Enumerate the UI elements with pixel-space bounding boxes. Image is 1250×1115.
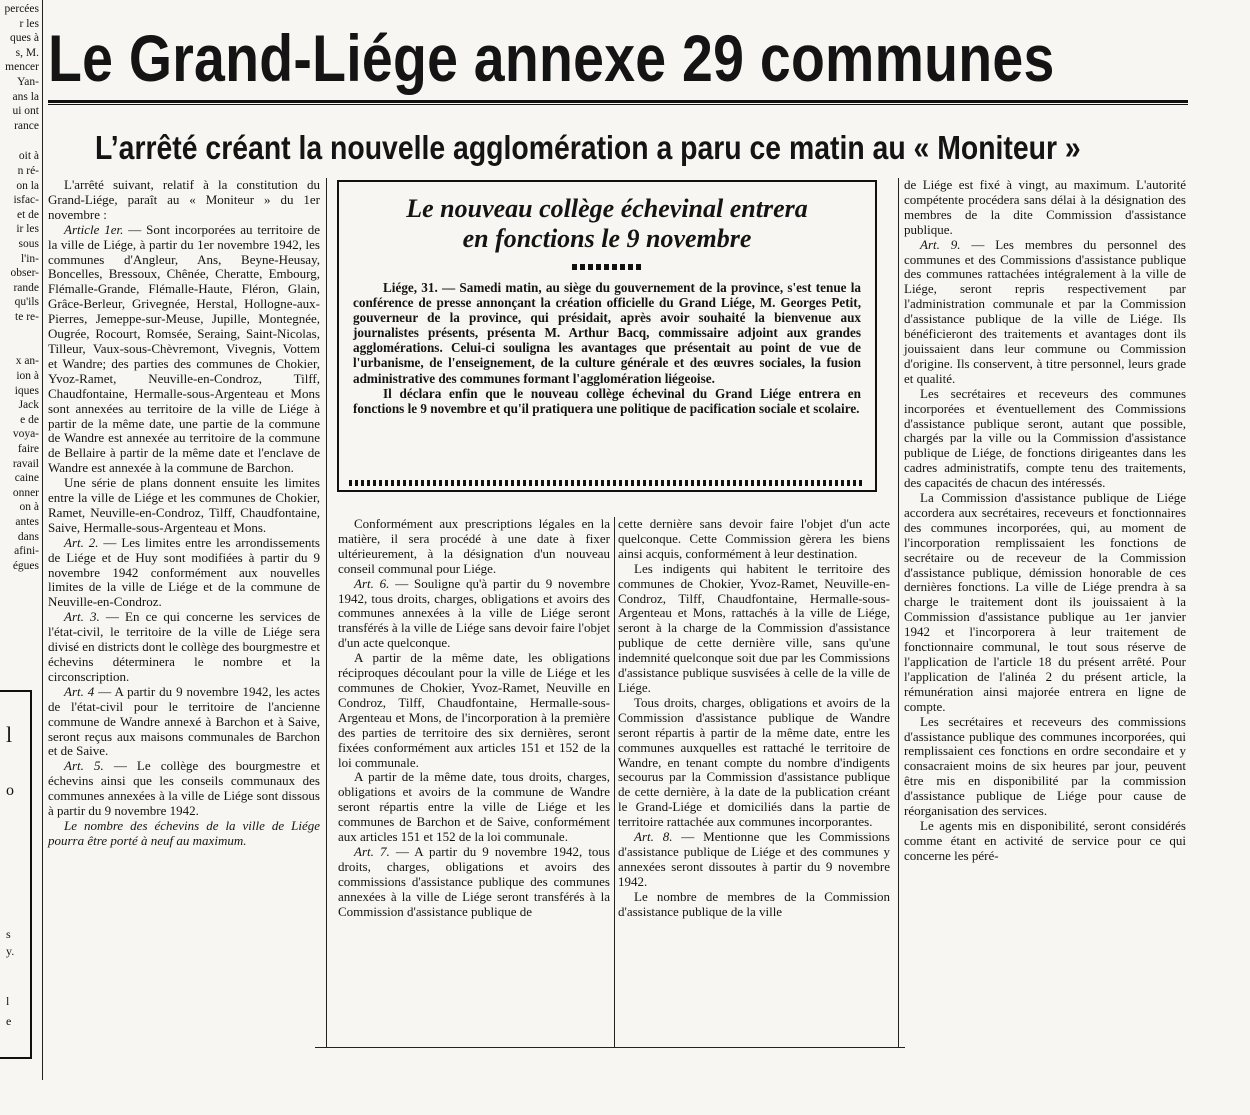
fragment-line: oit à <box>18 150 39 163</box>
fragment-line: s, M. <box>15 46 39 59</box>
article-1 <box>48 223 320 476</box>
article-8 <box>618 830 890 890</box>
fragment-line: rance <box>14 119 39 132</box>
article-column-3 <box>618 517 890 919</box>
echevins-note: Le nombre des échevins de la ville de Liége pourra être porté à neuf au maximum. <box>48 817 320 848</box>
article-text: — Le collège des bourgmestre et échevins ainsi que les conseils communaux des communes annexées à la ville de Liége sont dissous à partir du 9 novembre 1942. <box>48 758 320 819</box>
indigents-paragraph: Les indigents qui habitent le territoire des communes de Chokier, Yvoz-Ramet, Neuville-en-Condroz, Tilff, Chaudfontaine, Hermalle-sous-Argenteau et Mons, rattachés à la ville de Liége, seront à la charge de la Commission d'assistance publique de cette dernière ville, sans qu'une indemnité quelconque soit due par les Commissions d'assistance publique susvisées à celle de la ville de Liége. <box>618 560 890 695</box>
assistance-paragraph: Tous droits, charges, obligations et avoirs de la Commission d'assistance publique de Wandre seront répartis à partir de la même date, entre les communes auxquelles est rattaché le territoire de Wandre, en tenant compte du nombre d'indigents secourus par la Commission d'assistance publique de cette dernière, à la date de la publication créant le Grand-Liége et domiciliés dans la partie de territoire rattachée aux communes incorporantes. <box>618 694 890 830</box>
boxed-article <box>337 180 877 492</box>
headline: Le Grand-Liége annexe 29 communes <box>48 21 1055 95</box>
fragment-line: rande <box>13 281 39 294</box>
article-column-1 <box>48 178 320 849</box>
box-paragraph: Liége, 31. — Samedi matin, au siège du gouvernement de la province, s'est tenue la conférence de presse annonçant la création officielle du Grand Liége, M. Georges Petit, gouverneur de la province, qui présidait, après avoir souhaité la bienvenue aux journalistes présents, présenta M. Arthur Bacq, commissaire adjoint aux grandes agglomérations. Celui-ci souligna les avantages que présentait au point de vue de l'urbanisme, de l'enseignement, de la culture générale et des œuvres sociales, la fusion administrative des communes formant l'agglomération liégeoise. <box>353 280 861 386</box>
fragment-line: n ré- <box>17 164 39 177</box>
article-text: — A partir du 9 novembre 1942, les actes de l'état-civil pour le territoire de l'ancienne commune de Wandre annexé à Barchon et à Saive, seront reçus aux maisons communales de Barchon et de Saive. <box>48 683 320 759</box>
headline-rule-thin <box>48 104 1188 105</box>
fragment-line: ans la <box>12 90 39 103</box>
bottom-rule <box>315 1047 905 1048</box>
fragment-line: ravail <box>12 457 39 470</box>
subheadline: L’arrêté créant la nouvelle agglomération a paru ce matin au « Moniteur » <box>95 129 1081 166</box>
fragment-mark: y. <box>6 944 15 958</box>
fragment-line: l'in- <box>20 252 39 265</box>
fragment-line: onner <box>12 486 39 499</box>
secretaries-paragraph: Les secrétaires et receveurs des communes incorporées et éventuellement des Commissions d'assistance publique seront, autant que possible, chargés par la ville ou la Commission d'assistance publique de Liége, de fonctions dirigeantes dans les cadres administratifs, compte tenu des traitements, des capacités de chacun des intéressés. <box>904 385 1186 491</box>
article-text: — Les limites entre les arrondissements de Liége et de Huy sont modifiées à partir du 9 novembre 1942 conformément aux nouvelles limites de la ville de Liége et de la commune de Neuville-en-Condroz. <box>48 534 320 610</box>
fragment-box <box>0 690 32 1059</box>
fragment-line: voya- <box>12 428 39 441</box>
fragment-line: dans <box>17 530 39 543</box>
fragment-mark: s <box>6 927 11 941</box>
fragment-line: isfac- <box>13 194 39 207</box>
article-5 <box>48 759 320 819</box>
fragment-line: mencer <box>5 61 39 74</box>
continuation-paragraph: cette dernière sans devoir faire l'objet d'un acte quelconque. Cette Commission gèrera les biens ainsi acquis, conformément à leur destination. <box>618 516 890 561</box>
fragment-line: x an- <box>15 355 39 368</box>
article-text: — Souligne qu'à partir du 9 novembre 1942, tous droits, charges, obligations et avoirs des communes annexées à la ville de Liége seront transférés à la ville de Liége sans devoir faire l'objet d'un acte quelconque. <box>338 575 610 651</box>
fragment-line: qu'ils <box>14 296 39 309</box>
article-text: — Les membres du personnel des communes et des Commissions d'assistance publique des communes rattachées intégralement à la ville de Liége, seront repris respectivement par l'administration communale et par la Commission d'assistance publique de la ville de Liége. Ils bénéficieront des traitements et avantages dont ils jouissaient dans leur commune ou Commission d'origine. Ils conservent, à titre personnel, leurs grade et qualité. <box>904 236 1186 386</box>
article-label: Art. 3. <box>64 609 100 625</box>
fragment-line: on à <box>19 501 39 514</box>
fragment-line: iques <box>14 384 39 397</box>
fragment-mark: l <box>6 722 13 747</box>
fragment-line: égues <box>12 559 39 572</box>
box-dashed-rule <box>349 480 865 486</box>
box-title-line: Le nouveau collège échevinal entrera <box>406 194 808 223</box>
fragment-line: Yan- <box>17 75 39 88</box>
wandre-paragraph: A partir de la même date, tous droits, charges, obligations et avoirs de la commune de Wandre seront répartis entre la ville de Liége et les communes de Barchon et de Saive, conformément aux articles 151 et 152 de la loi communale. <box>338 769 610 845</box>
fragment-line: sous <box>18 237 39 250</box>
fragment-line: r les <box>19 17 39 30</box>
fragment-line: ui ont <box>12 105 39 118</box>
column-separator <box>898 178 899 1048</box>
fragment-line: obser- <box>10 267 39 280</box>
article-2 <box>48 536 320 611</box>
article-label: Art. 6. <box>354 575 390 591</box>
fragment-line: e de <box>20 413 39 426</box>
box-ornament <box>572 264 642 270</box>
article-label: Art. 7. <box>354 843 390 859</box>
fragment-mark: l <box>6 994 10 1008</box>
column-separator <box>614 517 615 1047</box>
article-9 <box>904 238 1186 387</box>
continuation-paragraph: de Liége est fixé à vingt, au maximum. L'autorité compétente procédera sans délai à la désignation des membres de la dite Commission d'assistance publique. <box>904 177 1186 237</box>
box-title <box>353 194 861 254</box>
council-paragraph: Conformément aux prescriptions légales en la matière, il sera procédé à une date à fixer ultérieurement, à la désignation d'un nouveau conseil communal pour Liége. <box>338 516 610 576</box>
fragment-line: on la <box>16 179 39 192</box>
article-6 <box>338 577 610 652</box>
article-text: — Mentionne que les Commissions d'assistance publique de Liége et des communes y annexées seront dissoutes à partir du 9 novembre 1942. <box>618 829 890 889</box>
article-text: — A partir du 9 novembre 1942, tous droits, charges, obligations et avoirs des commissions d'assistance publique des communes annexées à la ville de Liége seront transférés à la Commission d'assistance publique de <box>338 843 610 919</box>
agents-paragraph: Le agents mis en disponibilité, seront considérés comme étant en activité de service pour ce qui concerne les péré- <box>904 817 1186 863</box>
article-label: Art. 9. <box>920 236 961 252</box>
fragment-line: et de <box>16 208 39 221</box>
fragment-mark: o <box>6 782 14 799</box>
fragment-line: ir les <box>16 223 39 236</box>
members-paragraph: Le nombre de membres de la Commission d'assistance publique de la ville <box>618 888 890 919</box>
commission-paragraph: La Commission d'assistance publique de Liége accordera aux secrétaires, receveurs et fonctionnaires des communes incorporées, qui, au moment de l'incorporation remplissaient les fonctions de secrétaire ou de receveur de la Commission d'assistance publique, démission honorable de ces dernières fonctions. La ville de Liége prendra à sa charge le traitement dont ils jouissaient à la Commission d'assistance publique au 1er janvier 1942 et l'incorporera à leur traitement de fonctionnaire communal, le tout sous réserve de l'application de l'article 18 du présent arrêté. Pour l'application de l'alinéa 2 du présent article, la rémunération ainsi majorée entrera en ligne de compte. <box>904 490 1186 714</box>
fragment-line: te re- <box>15 310 39 323</box>
fragment-line: ion à <box>16 370 39 383</box>
article-4 <box>48 685 320 760</box>
article-label: Art. 5. <box>64 758 104 774</box>
article-text: — En ce qui concerne les services de l'état-civil, le territoire de la ville de Liége sera divisé en districts dont le collège des bourgmestre et échevins déterminera le nombre et la circonscription. <box>48 609 320 684</box>
headline-rule <box>48 100 1188 103</box>
article-3 <box>48 610 320 685</box>
fragment-line: faire <box>17 443 39 456</box>
article-column-2 <box>338 517 610 919</box>
article-label: Art. 2. <box>64 534 99 550</box>
fragment-line: afini- <box>14 545 39 558</box>
article-7 <box>338 845 610 920</box>
fragment-line: percées <box>4 3 39 15</box>
box-paragraph: Il déclara enfin que le nouveau collège échevinal du Grand Liége entrera en fonctions le 9 novembre et qu'il pratiquera une politique de pacification sociale et scolaire. <box>353 385 861 416</box>
fragment-line: antes <box>15 516 39 528</box>
left-column-fragment <box>0 0 43 1080</box>
fragment-line: ques à <box>9 32 39 45</box>
obligations-paragraph: A partir de la même date, les obligations réciproques découlant pour la ville de Liége et les communes de Chokier, Yvoz-Ramet, Neuville en Condroz, Tilff, Chaudfontaine, Hermalle-sous-Argenteau et Mons, de l'incorporation à la première des parties de territoire des six dernières, seront fixées conformément aux articles 151 et 152 de la loi communale. <box>338 650 610 770</box>
article-column-4 <box>904 178 1186 864</box>
article-label: Art. 8. <box>634 829 673 845</box>
fragment-mark: e <box>6 1014 12 1028</box>
secondary-functions-paragraph: Les secrétaires et receveurs des commissions d'assistance publique des communes incorporées, qui remplissaient ces fonctions en ordre secondaire et y consacraient moins de six heures par jour, peuvent être mis en disponibilité par la commission d'assistance publique de Liége pour cause de réorganisation des services. <box>904 713 1186 819</box>
fragment-line: caine <box>14 472 39 485</box>
plans-paragraph: Une série de plans donnent ensuite les limites entre la ville de Liége et les communes de Chokier, Ramet, Neuville-en-Condroz, Tilff, Chaudfontaine, Saive, Hermalle-sous-Argenteau et Mons. <box>48 475 320 535</box>
column-separator <box>326 178 327 1048</box>
box-title-line: en fonctions le 9 novembre <box>462 224 752 253</box>
article-text: — Sont incorporées au territoire de la ville de Liége, à partir du 1er novembre 1942, les communes d'Angleur, Ans, Beyne-Heusay, Boncelles, Bressoux, Chênée, Cheratte, Embourg, Flémalle-Grande, Flémalle-Haute, Fléron, Glain, Grâce-Berleur, Grivegnée, Herstal, Hollogne-aux-Pierres, Jemeppe-sur-Meuse, Jupille, Montegnée, Ougrée, Rocourt, Romsée, Seraing, Saint-Nicolas, Tilleur, Vaux-sous-Chèvremont, Vivegnis, Vottem et Wandre; des parties des communes de Chokier, Yvoz-Ramet, Neuville-en-Condroz, Tilff, Chaudfontaine, Hermalle-sous-Argenteau et Mons sont annexées au territoire de la ville de Liége à partir de la même date, une partie de la commune de Wandre est annexée au territoire de la commune de Bellaire à partir de la même date et l'enclave de Wandre est annexée à la commune de Barchon. <box>48 221 321 476</box>
article-label: Article 1er. <box>64 221 124 237</box>
fragment-line: Jack <box>18 399 39 412</box>
intro-paragraph: L'arrêté suivant, relatif à la constitution du Grand-Liége, paraît au « Moniteur » du 1er novembre : <box>48 177 320 222</box>
article-label: Art. 4 <box>64 683 95 699</box>
